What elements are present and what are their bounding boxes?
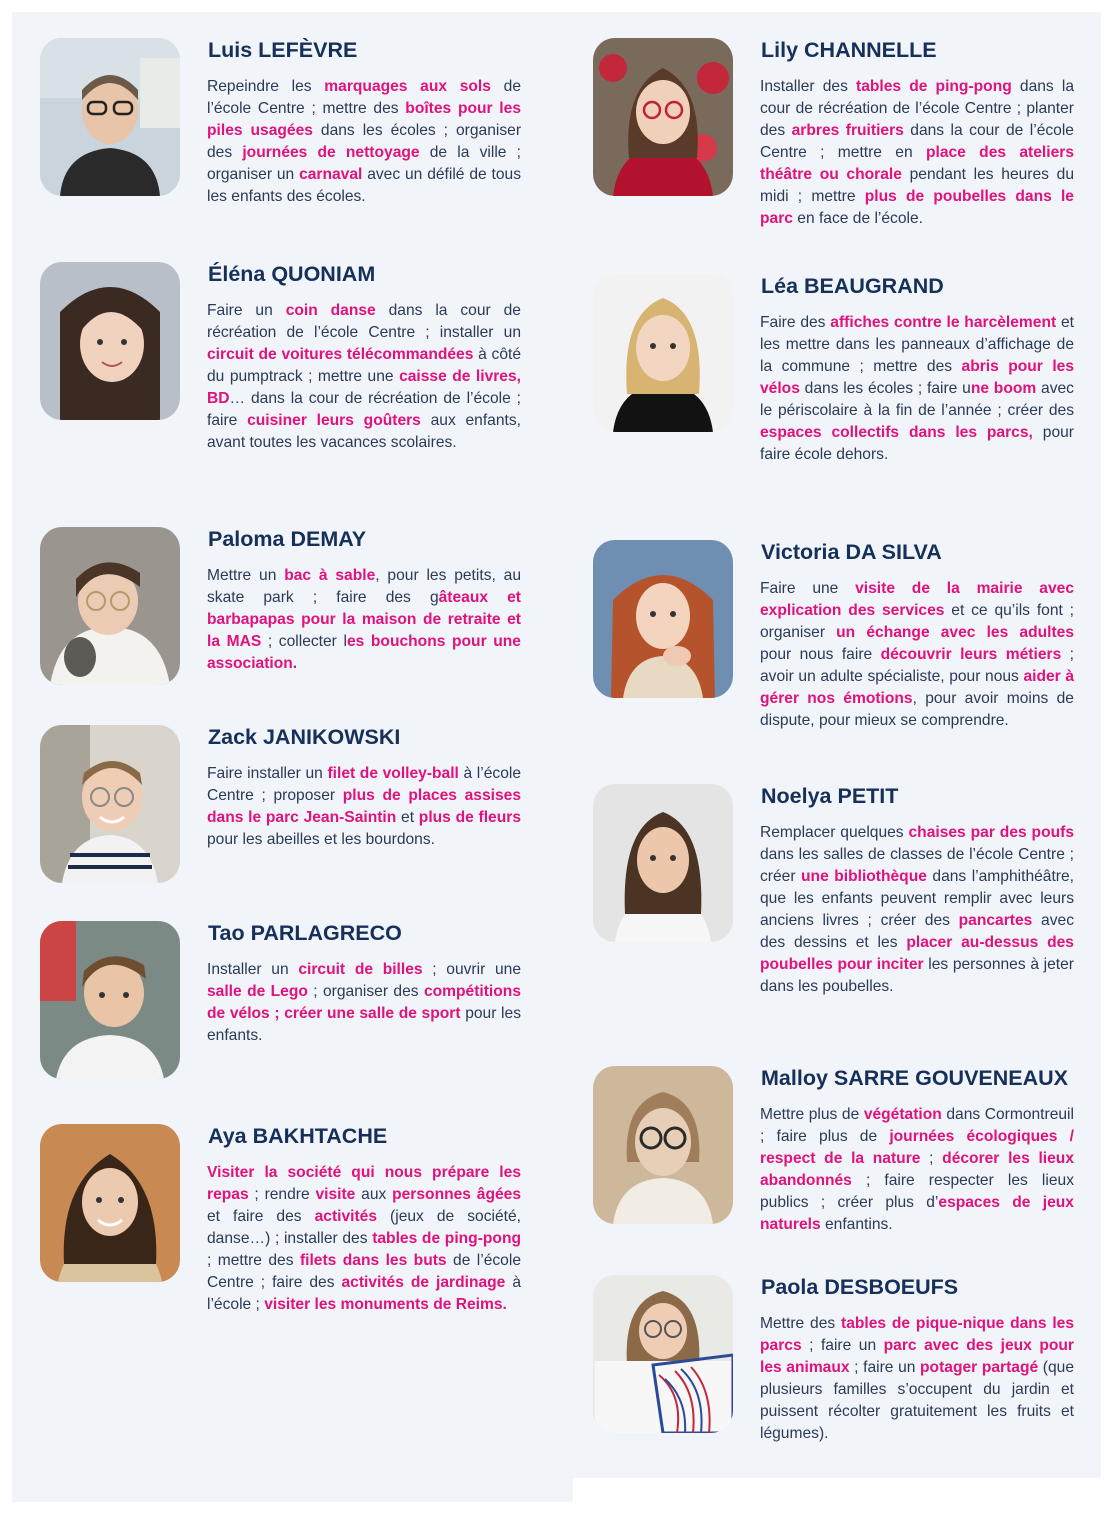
highlighted-proposal-text: journées écologiques / respect de la nature: [760, 1128, 1074, 1167]
highlighted-proposal-text: boîtes pour les piles usagées: [207, 100, 521, 139]
child-name: Léa BEAUGRAND: [761, 274, 944, 298]
proposal-text: ; faire un: [801, 1337, 884, 1354]
highlighted-proposal-text: visite de la mairie avec explication des services: [760, 580, 1074, 619]
highlighted-proposal-text: espaces collectifs dans les parcs,: [760, 424, 1033, 441]
highlighted-proposal-text: tables de ping-pong: [856, 78, 1012, 95]
child-proposal: [207, 300, 521, 454]
highlighted-proposal-text: compétitions de vélos ; créer une salle de sport: [207, 983, 521, 1022]
proposal-text: ;: [920, 1150, 943, 1167]
proposal-text: et: [396, 809, 419, 826]
child-name: Noelya PETIT: [761, 784, 899, 808]
highlighted-proposal-text: visiter les monuments de Reims.: [264, 1296, 507, 1313]
child-photo: [40, 38, 180, 196]
proposal-text: Installer un: [207, 961, 299, 978]
highlighted-proposal-text: aider à gérer nos émotions: [760, 668, 1074, 707]
highlighted-proposal-text: filets dans les buts: [299, 1252, 447, 1269]
highlighted-proposal-text: carnaval: [299, 166, 363, 183]
proposal-text: de l’école Centre ; mettre des: [207, 78, 521, 117]
child-name: Luis LEFÈVRE: [208, 38, 358, 62]
highlighted-proposal-text: es bouchons pour une association.: [207, 633, 521, 672]
child-proposal: [207, 763, 521, 851]
highlighted-proposal-text: salle de Lego: [207, 983, 308, 1000]
proposal-text: Mettre des: [760, 1315, 841, 1332]
child-name: Lily CHANNELLE: [761, 38, 937, 62]
proposal-text: les personnes à jeter dans les poubelles.: [760, 956, 1074, 995]
proposal-text: pour les enfants.: [207, 1005, 521, 1044]
highlighted-proposal-text: une bibliothèque: [801, 868, 927, 885]
proposal-text: Mettre un: [207, 567, 285, 584]
proposal-text: dans les écoles ; faire u: [799, 380, 971, 397]
highlighted-proposal-text: journées de nettoyage: [242, 144, 420, 161]
child-photo: [593, 784, 733, 942]
highlighted-proposal-text: tables de pique-nique dans les parcs: [760, 1315, 1075, 1354]
proposal-text: avec des dessins et les: [760, 912, 1074, 951]
highlighted-proposal-text: circuit de billes: [298, 961, 423, 978]
highlighted-proposal-text: caisse de livres, BD: [207, 368, 521, 407]
proposal-text: , pour avoir moins de dispute, pour mieux se comprendre.: [760, 690, 1074, 729]
proposal-text: ; faire un: [849, 1359, 921, 1376]
proposal-text: avec un défilé de tous les enfants des écoles.: [207, 166, 521, 205]
highlighted-proposal-text: plus de poubelles dans le parc: [760, 188, 1074, 227]
proposal-text: dans Cormontreuil ; faire plus de: [760, 1106, 1074, 1145]
proposal-text: enfantins.: [820, 1216, 893, 1233]
proposal-text: ; organiser des: [307, 983, 424, 1000]
proposal-text: ; mettre des: [207, 1252, 300, 1269]
child-photo: [593, 274, 733, 432]
proposal-text: Faire des: [760, 314, 831, 331]
highlighted-proposal-text: pancartes: [958, 912, 1033, 929]
highlighted-proposal-text: Visiter la société qui nous prépare les repas: [207, 1164, 521, 1203]
highlighted-proposal-text: coin danse: [285, 302, 376, 319]
child-name: Paola DESBOEUFS: [761, 1275, 959, 1299]
child-proposal: [760, 1104, 1074, 1236]
highlighted-proposal-text: placer au-dessus des poubelles pour inciter: [760, 934, 1074, 973]
child-photo: [40, 527, 180, 685]
child-photo: [593, 1066, 733, 1224]
proposal-text: Faire installer un: [207, 765, 328, 782]
proposal-text: , pour les petits, au skate park ; faire des g: [207, 567, 521, 606]
proposal-text: de l’école Centre ; faire des: [207, 1252, 521, 1291]
proposal-text: et les mettre dans les panneaux d’affichage de la commune ; mettre des: [760, 314, 1074, 375]
proposal-text: et ce qu’ils font ; organiser: [760, 602, 1075, 641]
child-name: Éléna QUONIAM: [208, 262, 376, 286]
child-proposal: [207, 1162, 521, 1316]
highlighted-proposal-text: végétation: [863, 1106, 942, 1123]
proposal-text: ; collecter l: [261, 633, 347, 650]
proposal-text: dans les écoles ; organiser des: [207, 122, 522, 161]
highlighted-proposal-text: activités de jardinage: [341, 1274, 506, 1291]
child-name: Aya BAKHTACHE: [208, 1124, 388, 1148]
proposal-text: pour nous faire: [760, 646, 881, 663]
proposal-text: de la ville ; organiser un: [207, 144, 521, 183]
highlighted-proposal-text: espaces de jeux naturels: [760, 1194, 1074, 1233]
child-proposal: [207, 565, 521, 675]
highlighted-proposal-text: abris pour les vélos: [760, 358, 1075, 397]
highlighted-proposal-text: arbres fruitiers: [791, 122, 904, 139]
highlighted-proposal-text: plus de places assises dans le parc Jean-Saintin: [207, 787, 521, 826]
proposal-text: à l’école Centre ; proposer: [207, 765, 522, 804]
proposal-text: et faire des: [207, 1208, 315, 1225]
child-photo: [593, 540, 733, 698]
child-proposal: [760, 578, 1074, 732]
child-name: Victoria DA SILVA: [761, 540, 942, 564]
proposal-text: … dans la cour de récréation de l’école ; faire: [207, 390, 521, 429]
child-proposal: [760, 1313, 1074, 1445]
highlighted-proposal-text: personnes âgées: [392, 1186, 521, 1203]
proposal-text: Mettre plus de: [760, 1106, 864, 1123]
proposal-text: dans l’amphithéâtre, que les enfants peuvent remplir avec leurs anciens livres ; créer des: [760, 868, 1074, 929]
highlighted-proposal-text: âteaux et barbapapas pour la maison de retraite et la MAS: [207, 589, 522, 650]
proposal-text: aux enfants, avant toutes les vacances scolaires.: [207, 412, 521, 451]
child-proposal: [760, 76, 1074, 230]
proposal-text: ; ouvrir une: [422, 961, 521, 978]
proposal-text: ; avoir un adulte spécialiste, pour nous: [760, 646, 1074, 685]
highlighted-proposal-text: ne boom: [970, 380, 1037, 397]
proposal-text: (que plusieurs familles s’occupent du jardin et puissent récolter gratuitement les fruits et légumes).: [760, 1359, 1074, 1442]
highlighted-proposal-text: plus de fleurs: [418, 809, 522, 826]
proposal-text: ; faire respecter les lieux publics ; créer plus d’: [760, 1172, 1074, 1211]
proposal-text: à l’école ;: [207, 1274, 521, 1313]
proposal-text: pour les abeilles et les bourdons.: [207, 831, 435, 848]
highlighted-proposal-text: circuit de voitures télécommandées: [207, 346, 474, 363]
child-photo: [40, 262, 180, 420]
child-name: Malloy SARRE GOUVENEAUX: [761, 1066, 1069, 1090]
highlighted-proposal-text: visite: [315, 1186, 356, 1203]
right-panel-background: [573, 12, 1101, 1478]
highlighted-proposal-text: parc avec des jeux pour les animaux: [760, 1337, 1074, 1376]
proposal-text: avec le périscolaire à la fin de l’année ; créer des: [760, 380, 1074, 419]
proposal-text: Repeindre les: [207, 78, 325, 95]
highlighted-proposal-text: filet de volley-ball: [327, 765, 459, 782]
highlighted-proposal-text: tables de ping-pong: [372, 1230, 522, 1247]
child-name: Zack JANIKOWSKI: [208, 725, 401, 749]
proposal-text: pendant les heures du midi ; mettre: [760, 166, 1074, 205]
child-photo: [40, 921, 180, 1079]
proposal-text: pour faire école dehors.: [760, 424, 1074, 463]
proposal-text: Installer des: [760, 78, 857, 95]
child-name: Paloma DEMAY: [208, 527, 367, 551]
highlighted-proposal-text: affiches contre le harcèlement: [830, 314, 1057, 331]
proposal-text: (jeux de société, danse…) ; installer des: [207, 1208, 521, 1247]
highlighted-proposal-text: décorer les lieux abandonnés: [760, 1150, 1074, 1189]
child-photo: [593, 38, 733, 196]
child-name: Tao PARLAGRECO: [208, 921, 402, 945]
highlighted-proposal-text: un échange avec les adultes: [836, 624, 1075, 641]
proposal-text: dans la cour de récréation de l’école Centre ; installer un: [207, 302, 521, 341]
child-proposal: [207, 959, 521, 1047]
highlighted-proposal-text: découvrir leurs métiers: [880, 646, 1062, 663]
proposal-text: dans la cour de récréation de l’école Centre ; planter des: [760, 78, 1074, 139]
proposal-text: Remplacer quelques: [760, 824, 909, 841]
child-proposal: [760, 822, 1074, 998]
highlighted-proposal-text: marquages aux sols: [324, 78, 491, 95]
highlighted-proposal-text: chaises par des poufs: [908, 824, 1075, 841]
proposal-text: ; rendre: [248, 1186, 316, 1203]
proposal-text: dans la cour de l’école Centre ; mettre en: [760, 122, 1074, 161]
proposal-text: aux: [355, 1186, 393, 1203]
child-photo: [40, 1124, 180, 1282]
highlighted-proposal-text: bac à sable: [284, 567, 376, 584]
proposal-text: en face de l’école.: [792, 210, 923, 227]
highlighted-proposal-text: activités: [314, 1208, 378, 1225]
proposal-text: à côté du pumptrack ; mettre une: [207, 346, 521, 385]
child-proposal: [760, 312, 1074, 466]
highlighted-proposal-text: place des ateliers théâtre ou chorale: [760, 144, 1074, 183]
proposal-text: dans les salles de classes de l’école Centre ; créer: [760, 846, 1074, 885]
child-photo: [40, 725, 180, 883]
highlighted-proposal-text: potager partagé: [920, 1359, 1039, 1376]
child-proposal: [207, 76, 521, 208]
proposal-text: Faire une: [760, 580, 856, 597]
highlighted-proposal-text: cuisiner leurs goûters: [247, 412, 421, 429]
proposal-text: Faire un: [207, 302, 286, 319]
child-photo: [593, 1275, 733, 1433]
